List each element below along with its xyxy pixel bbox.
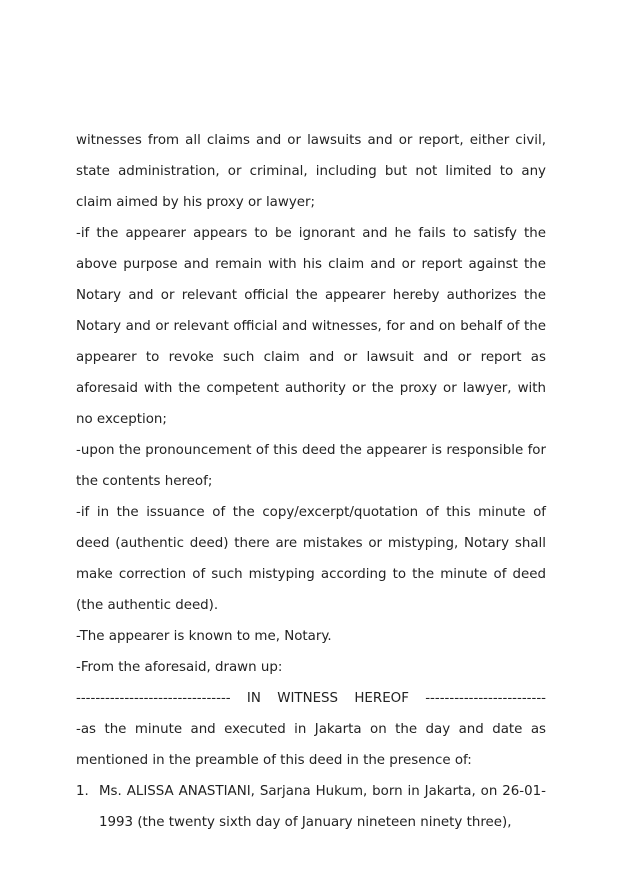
paragraph-drawn-up: -From the aforesaid, drawn up:: [76, 660, 283, 675]
paragraph-appearer-known: -The appearer is known to me, Notary.: [76, 629, 332, 644]
paragraph-witnesses-claims: witnesses from all claims and or lawsuits and or report, either civil, state administration, or criminal, including but not limited to any claim aimed by his proxy or lawyer;: [76, 133, 546, 210]
list-item: [76, 776, 546, 838]
document-body: [76, 125, 546, 838]
paragraph-appearer-ignorant: -if the appearer appears to be ignorant and he fails to satisfy the above purpose and remain with his claim and or report against the Notary and or relevant official the appearer hereby authorizes the Notary and or relevant official and witnesses, for and on behalf of the appearer to revoke such claim and or lawsuit and or report as aforesaid with the competent authority or the proxy or lawyer, with no exception;: [76, 226, 546, 427]
paragraph-pronouncement: -upon the pronouncement of this deed the appearer is responsible for the contents hereof;: [76, 443, 546, 489]
list-item-number: 1.: [76, 784, 89, 799]
list-item-text: Ms. ALISSA ANASTIANI, Sarjana Hukum, born in Jakarta, on 26-01-1993 (the twenty sixth day of January nineteen ninety three),: [99, 784, 546, 830]
in-witness-hereof-divider: -------------------------------- IN WITNESS HEREOF -------------------------: [76, 691, 546, 706]
paragraph-mistyping-correction: -if in the issuance of the copy/excerpt/quotation of this minute of deed (authentic deed) there are mistakes or mistyping, Notary shall make correction of such mistyping according to the minute of deed (the authentic deed).: [76, 505, 546, 613]
witness-list: [76, 776, 546, 838]
paragraph-minute-executed: -as the minute and executed in Jakarta on the day and date as mentioned in the preamble of this deed in the presence of:: [76, 722, 546, 768]
